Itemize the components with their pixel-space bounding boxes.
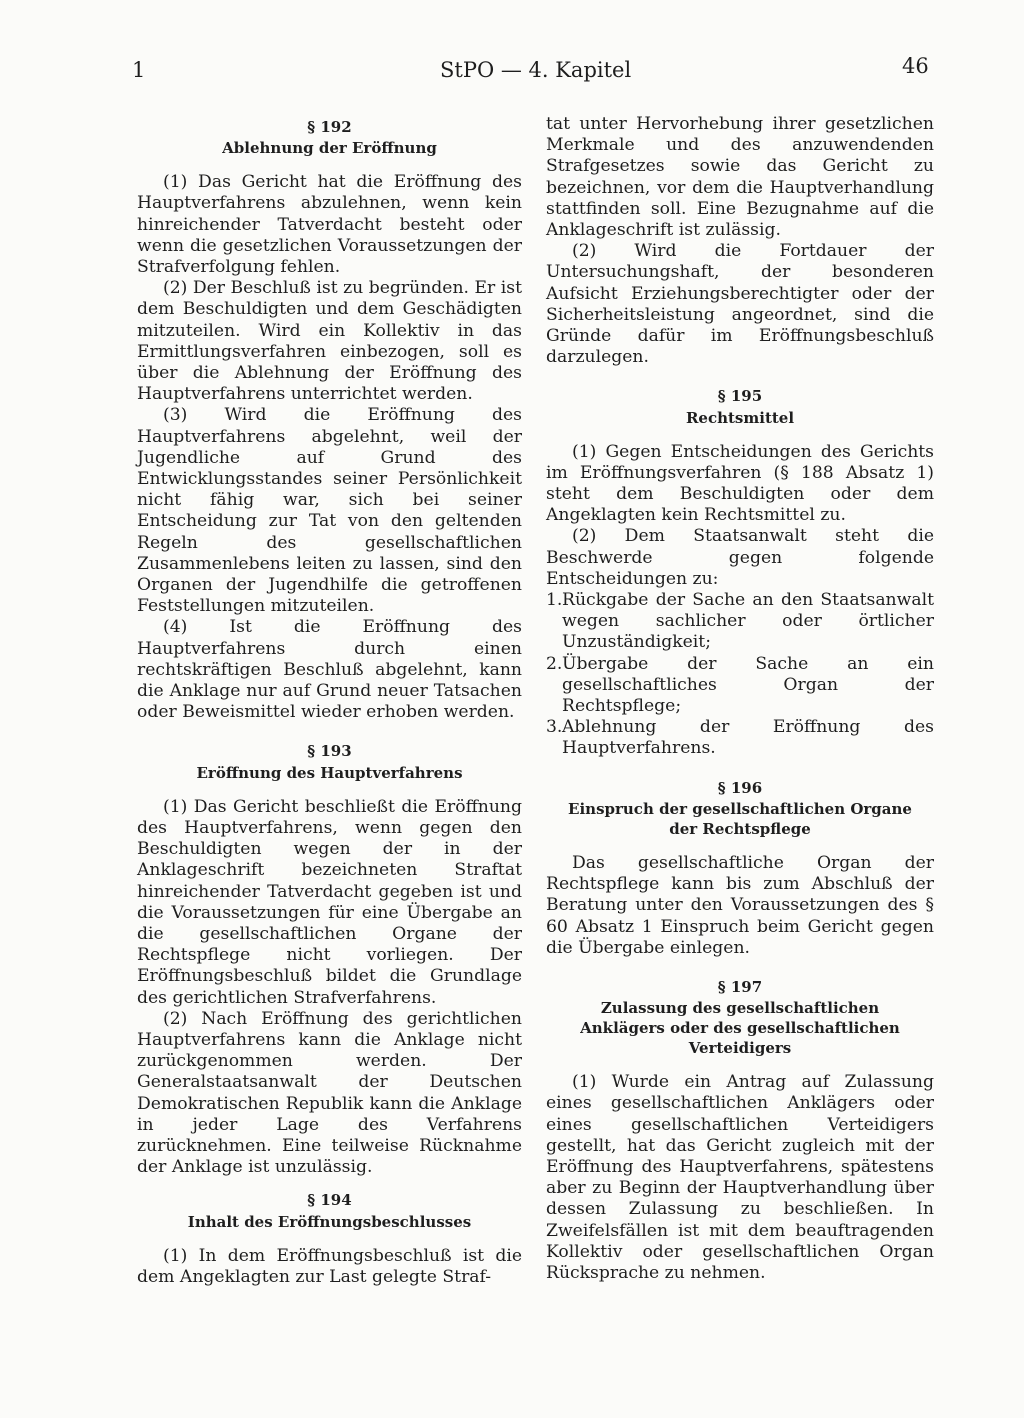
- paragraph: (2) Dem Staatsanwalt steht die Beschwerde gegen folgende Entscheidungen zu:: [546, 526, 934, 589]
- list-item-number: 3.: [546, 717, 563, 738]
- right-column: [546, 114, 934, 1284]
- paragraph: (1) Gegen Entscheidungen des Gerichts im Eröffnungsverfahren (§ 188 Absatz 1) steht dem Beschuldigten oder dem Angeklagten kein Rechtsmittel zu.: [546, 441, 934, 526]
- enumerated-list: [546, 590, 934, 760]
- section-number: § 193: [307, 742, 352, 761]
- section-title: Rechtsmittel: [685, 408, 795, 427]
- section-title-line: Verteidigers: [688, 1039, 792, 1058]
- section-196: [546, 778, 934, 959]
- paragraph: (2) Nach Eröffnung des gerichtlichen Hauptverfahrens kann die Anklage nicht zurückgenommen werden. Der Generalstaatsanwalt der Deutschen Demokratischen Republik kann die Anklage in jeder Lage des Verfahrens zurücknehmen. Eine teilweise Rücknahme der Anklage ist unzulässig.: [137, 1008, 522, 1178]
- list-item-text: Ablehnung der Eröffnung des Hauptverfahrens.: [562, 717, 934, 759]
- running-title: StPO — 4. Kapitel: [440, 58, 632, 82]
- paragraph: (1) Das Gericht hat die Eröffnung des Hauptverfahrens abzulehnen, wenn kein hinreichender Tatverdacht besteht oder wenn die gesetzlichen Voraussetzungen der Strafverfolgung fehlen.: [137, 172, 522, 278]
- paragraph: (2) Wird die Fortdauer der Untersuchungshaft, der besonderen Aufsicht Erziehungsberechtigter oder der Sicherheitsleistung angeordnet, sind die Gründe dafür im Eröffnungsbeschluß darzulegen.: [546, 241, 934, 368]
- section-192: [137, 117, 522, 723]
- list-item: [546, 654, 934, 718]
- list-item-number: 1.: [546, 590, 563, 611]
- section-197: [546, 977, 934, 1284]
- section-195: [546, 386, 934, 759]
- list-item-text: Übergabe der Sache an ein gesellschaftliches Organ der Rechtspflege;: [562, 653, 934, 717]
- paragraph-continuation: tat unter Hervorhebung ihrer gesetzlichen Merkmale und des anzuwendenden Strafgesetzes sowie das Gericht zu bezeichnen, vor dem die Hauptverhandlung stattfinden soll. Eine Bezugnahme auf die Anklageschrift ist zulässig.: [546, 114, 934, 241]
- page-number: 46: [902, 54, 929, 78]
- paragraph: (1) In dem Eröffnungsbeschluß ist die dem Angeklagten zur Last gelegte Straf-: [137, 1245, 522, 1287]
- section-title: Eröffnung des Hauptverfahrens: [196, 763, 463, 782]
- section-title-line: Anklägers oder des gesellschaftlichen: [580, 1019, 900, 1038]
- paragraph: (4) Ist die Eröffnung des Hauptverfahrens durch einen rechtskräftigen Beschluß abgelehnt, kann die Anklage nur auf Grund neuer Tatsachen oder Beweismittel wieder erhoben werden.: [137, 617, 522, 723]
- list-item: [546, 717, 934, 759]
- left-column: [137, 117, 522, 1288]
- section-title-line: Einspruch der gesellschaftlichen Organe: [568, 799, 912, 818]
- section-194: [137, 1190, 522, 1288]
- section-number: § 197: [717, 977, 763, 996]
- section-title: Ablehnung der Eröffnung: [222, 139, 437, 158]
- section-number: § 194: [307, 1191, 352, 1210]
- page-header: [0, 46, 1024, 86]
- section-194-continued: [546, 114, 934, 368]
- section-title: Inhalt des Eröffnungsbeschlusses: [187, 1212, 472, 1231]
- paragraph: Das gesellschaftliche Organ der Rechtspflege kann bis zum Abschluß der Beratung unter den Voraussetzungen des § 60 Absatz 1 Einspruch beim Gericht gegen die Übergabe einlegen.: [546, 852, 934, 958]
- paragraph: (1) Wurde ein Antrag auf Zulassung eines gesellschaftlichen Anklägers oder eines gesellschaftlichen Verteidigers gestellt, hat das Gericht zugleich mit der Eröffnung des Hauptverfahrens, spätestens aber zu Beginn der Hauptverhandlung über dessen Zulassung zu beschließen. In Zweifelsfällen ist mit dem beauftragenden Kollektiv oder gesellschaftlichen Organ Rücksprache zu nehmen.: [546, 1072, 934, 1283]
- list-item: [546, 590, 934, 654]
- paragraph: (2) Der Beschluß ist zu begründen. Er ist dem Beschuldigten und dem Geschädigten mitzuteilen. Wird ein Kollektiv in das Ermittlungsverfahren einbezogen, soll es über die Ablehnung der Eröffnung des Hauptverfahrens unterrichtet werden.: [137, 278, 522, 405]
- section-title-line: der Rechtspflege: [669, 819, 811, 838]
- paragraph: (3) Wird die Eröffnung des Hauptverfahrens abgelehnt, weil der Jugendliche auf Grund des Entwicklungsstandes seiner Persönlichkeit nicht fähig war, sich bei seiner Entscheidung zur Tat von den geltenden Regeln des gesellschaftlichen Zusammenlebens leiten zu lassen, sind den Organen der Jugendhilfe die getroffenen Feststellungen mitzuteilen.: [137, 405, 522, 617]
- margin-number: 1: [132, 58, 146, 82]
- section-number: § 195: [717, 387, 763, 406]
- section-title-line: Zulassung des gesellschaftlichen: [600, 999, 880, 1018]
- section-193: [137, 741, 522, 1178]
- section-number: § 192: [307, 118, 352, 136]
- paragraph: (1) Das Gericht beschließt die Eröffnung des Hauptverfahrens, wenn gegen den Beschuldigten wegen der in der Anklageschrift bezeichneten Straftat hinreichender Tatverdacht gegeben ist und die Voraussetzungen für eine Übergabe an die gesellschaftlichen Organe der Rechtspflege nicht vorliegen. Der Eröffnungsbeschluß bildet die Grundlage des gerichtlichen Strafverfahrens.: [137, 796, 522, 1008]
- section-number: § 196: [717, 778, 763, 797]
- list-item-number: 2.: [546, 653, 563, 674]
- list-item-text: Rückgabe der Sache an den Staatsanwalt wegen sachlicher oder örtlicher Unzuständigkeit;: [562, 590, 934, 653]
